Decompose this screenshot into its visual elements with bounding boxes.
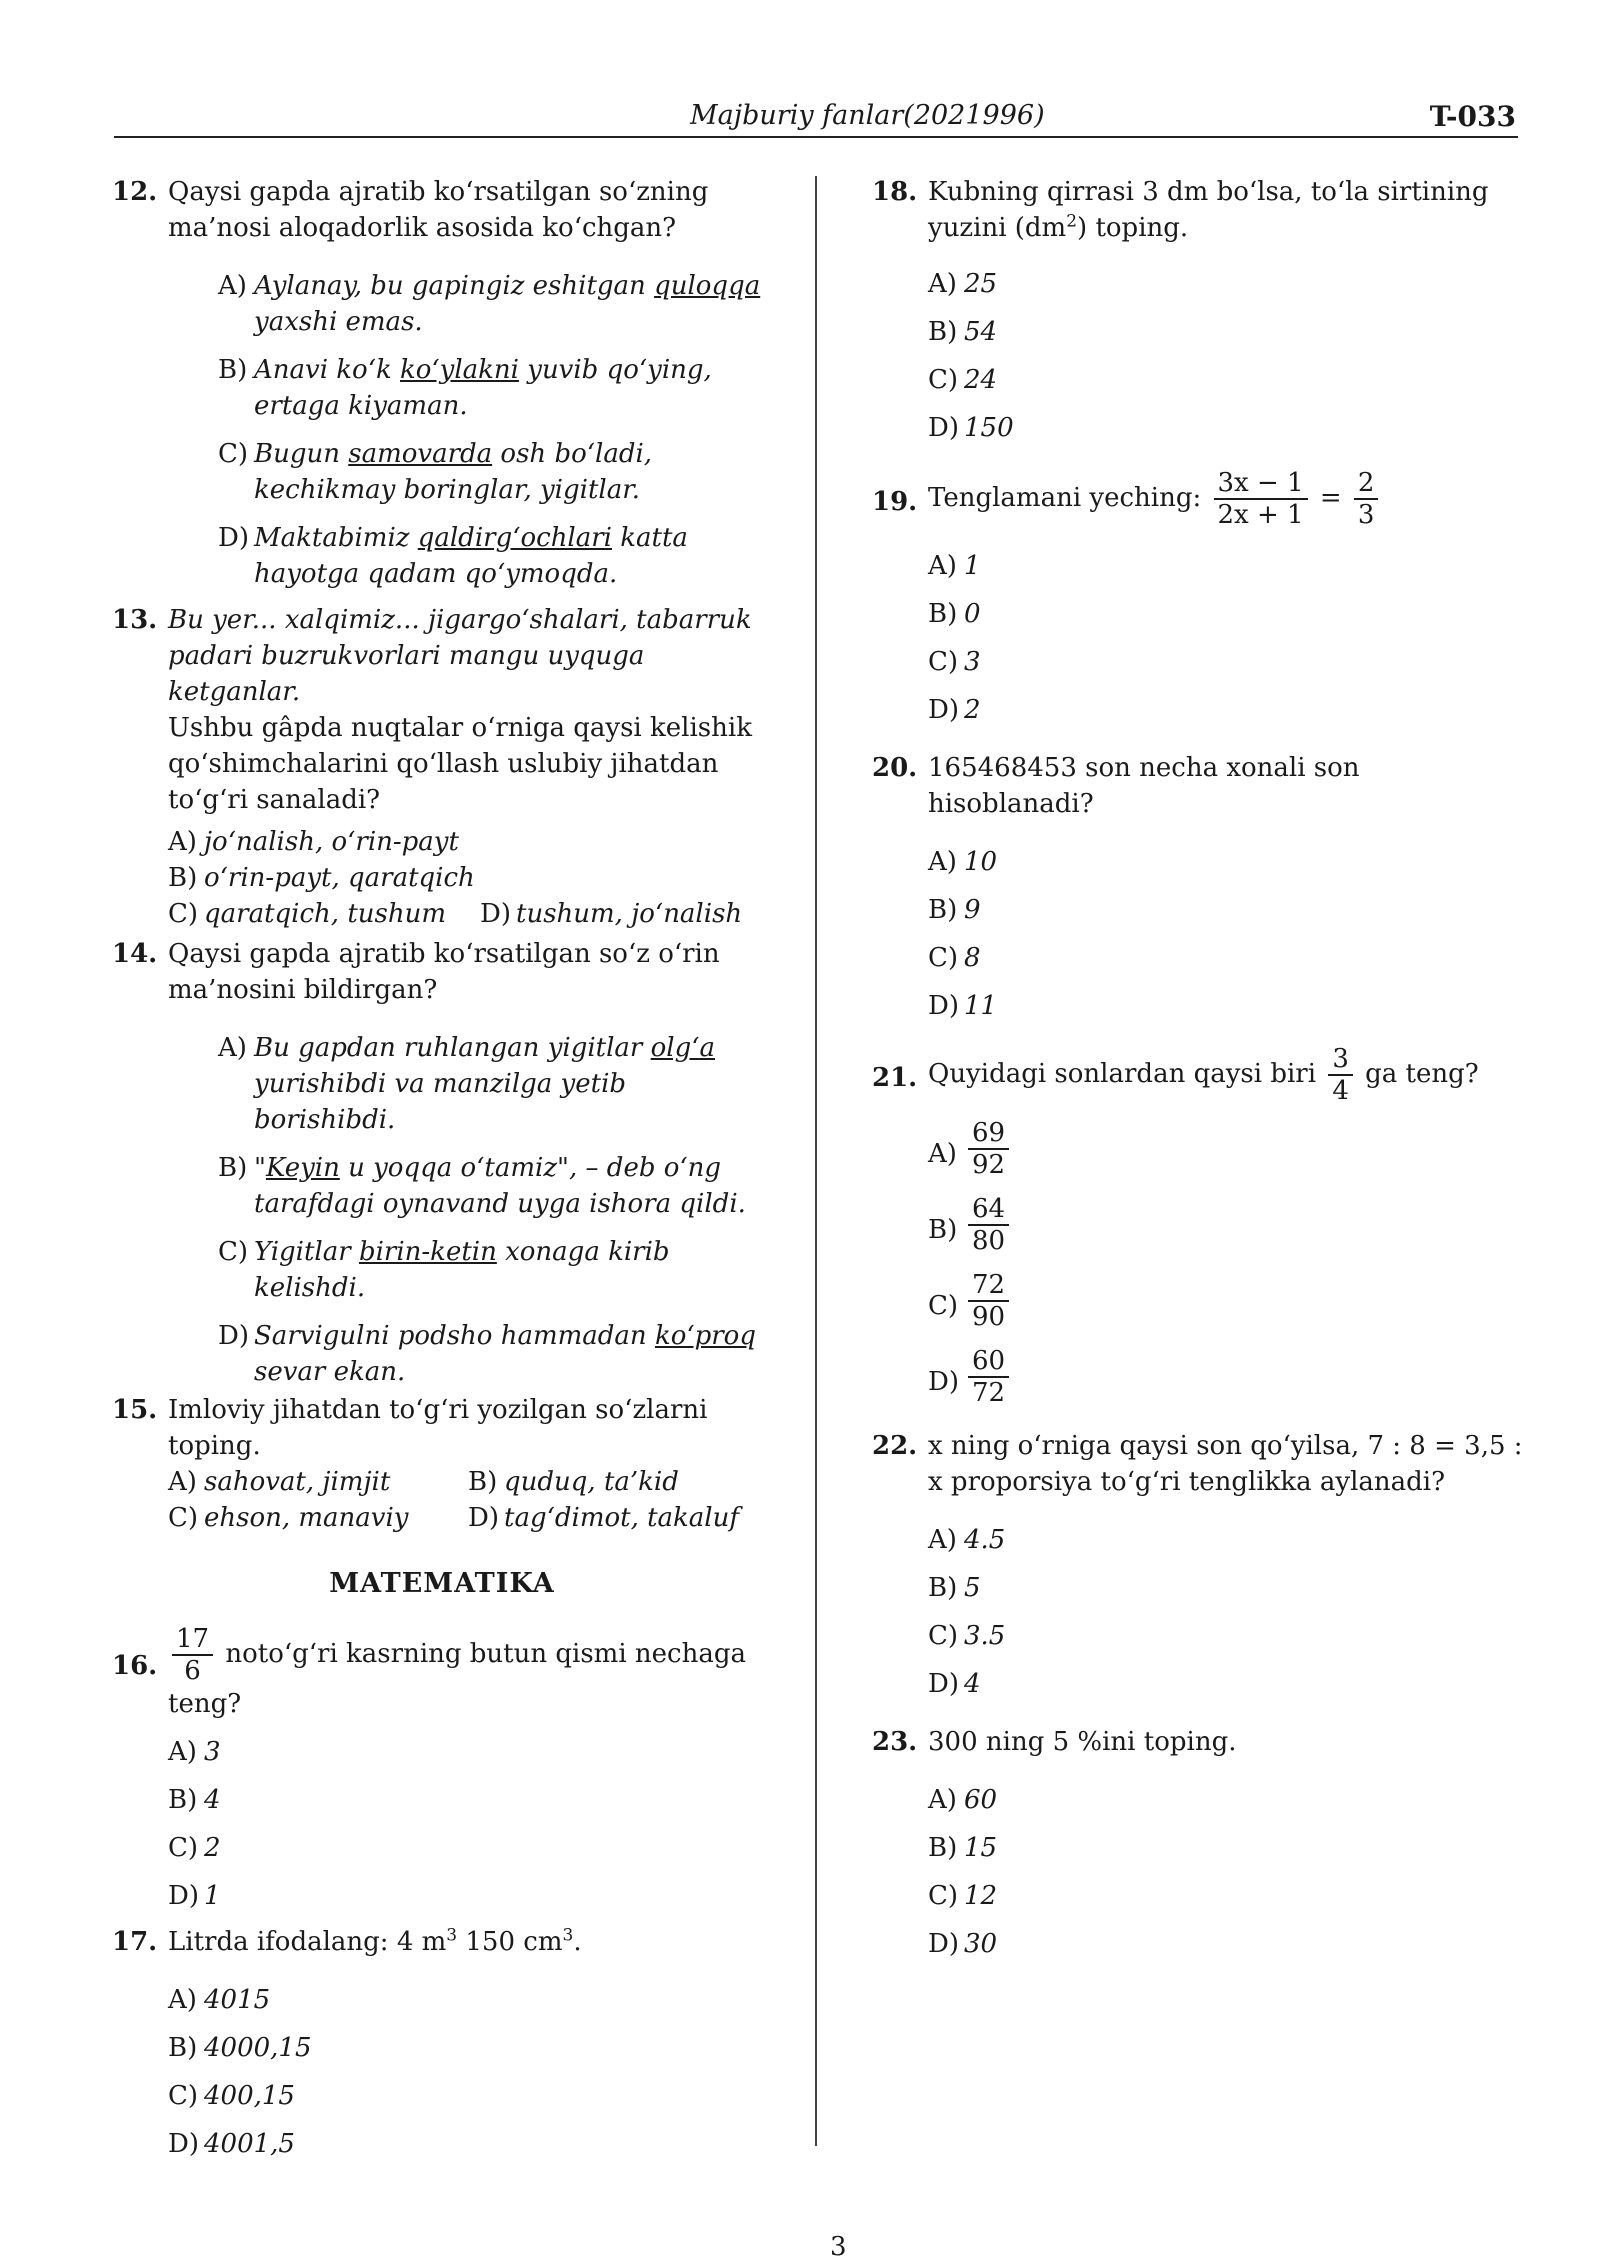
question-text: Qaysi gapda ajratib ko‘rsatilgan so‘z o‘rin ma’nosini bildirgan? [168, 939, 720, 1005]
option-b[interactable]: B) quduq, ta’kid [468, 1467, 679, 1497]
option-a[interactable]: A) $\frac{69}{92}$ [928, 1118, 1532, 1180]
option-d[interactable]: D) $\frac{60}{72}$ [928, 1346, 1532, 1408]
option-d[interactable]: D) 30 [928, 1929, 998, 1959]
question-number: 19. [872, 487, 918, 517]
question-text: 165468453 son necha xonali son hisoblanadi? [928, 753, 1360, 819]
question-number: 14. [112, 939, 158, 969]
option-b[interactable]: B) 4 [168, 1785, 221, 1815]
column-divider [815, 176, 817, 2146]
header-subject: Majburiy fanlar(2021996) [690, 100, 1045, 131]
question-22 [872, 1428, 1532, 1702]
option-b[interactable]: B) 54 [928, 317, 998, 347]
option-b[interactable]: B) 4000,15 [168, 2033, 312, 2063]
fraction-left: $\frac{3x - 1}{2x + 1}$ [1214, 468, 1308, 530]
option-b[interactable]: B) "Keyin u yoqqa o‘tamiz", – deb o‘ng tarafdagi oynavand uyga ishora qildi. [218, 1153, 746, 1219]
question-23 [872, 1724, 1532, 1962]
question-18 [872, 174, 1532, 446]
option-a[interactable]: A) Aylanay, bu gapingiz eshitgan quloqqa yaxshi emas. [218, 271, 761, 337]
option-c[interactable]: C) $\frac{72}{90}$ [928, 1270, 1532, 1332]
option-a[interactable]: A) 4.5 [928, 1525, 1006, 1555]
question-number: 22. [872, 1431, 918, 1461]
question-number: 13. [112, 605, 158, 635]
section-title: MATEMATIKA [329, 1568, 555, 1599]
header-rule [114, 136, 1518, 138]
question-text: Ushbu gâpda nuqtalar o‘rniga qaysi kelishik qo‘shimchalarini qo‘llash uslubiy jihatdan to‘g‘ri sanaladi? [168, 713, 752, 815]
question-number: 18. [872, 177, 918, 207]
option-a[interactable]: A) sahovat, jimjit [168, 1467, 391, 1497]
option-b[interactable]: B) o‘rin-payt, qaratqich [168, 863, 475, 893]
question-text: 300 ning 5 %ini toping. [928, 1727, 1237, 1757]
option-c[interactable]: C) 3 [928, 647, 981, 677]
page-number: 3 [830, 2232, 847, 2262]
option-b[interactable]: B) $\frac{64}{80}$ [928, 1194, 1532, 1256]
option-d[interactable]: D) Sarvigulni podsho hammadan ko‘proq sevar ekan. [218, 1321, 756, 1387]
question-number: 15. [112, 1395, 158, 1425]
option-c[interactable]: C) 12 [928, 1881, 998, 1911]
option-b[interactable]: B) 15 [928, 1833, 998, 1863]
question-14 [112, 936, 772, 1390]
option-c[interactable]: C) qaratqich, tushum [168, 899, 446, 929]
header-code: T-033 [1429, 100, 1516, 133]
option-d[interactable]: D) tushum, jo‘nalish [480, 899, 743, 929]
question-text: $\frac{17}{6}$ noto‘g‘ri kasrning butun qismi nechaga teng? [168, 1624, 746, 1719]
question-17 [112, 1924, 772, 2162]
option-a[interactable]: A) 4015 [168, 1985, 271, 2015]
question-number: 17. [112, 1927, 158, 1957]
option-a[interactable]: A) jo‘nalish, o‘rin-payt [168, 827, 459, 857]
question-number: 23. [872, 1727, 918, 1757]
option-d[interactable]: D) 2 [928, 695, 981, 725]
question-text: Litrda ifodalang: 4 $m^3$ 150 $cm^3$. [168, 1925, 582, 1957]
option-b[interactable]: B) 5 [928, 1573, 981, 1603]
question-text: x ning o‘rniga qaysi son qo‘yilsa, 7 : 8 = 3,5 : x proporsiya to‘g‘ri tenglikka aylanadi? [928, 1431, 1523, 1497]
option-c[interactable]: C) 8 [928, 943, 981, 973]
option-a[interactable]: A) 1 [928, 551, 981, 581]
fraction: $\frac{17}{6}$ [172, 1624, 213, 1686]
option-b[interactable]: B) 9 [928, 895, 981, 925]
option-c[interactable]: C) Bugun samovarda osh bo‘ladi, kechikmay boringlar, yigitlar. [218, 439, 653, 505]
question-number: 21. [872, 1063, 918, 1093]
option-d[interactable]: D) 4001,5 [168, 2129, 295, 2159]
option-c[interactable]: C) 24 [928, 365, 998, 395]
question-16 [112, 1624, 772, 1914]
option-a[interactable]: A) 3 [168, 1737, 221, 1767]
option-a[interactable]: A) 25 [928, 269, 998, 299]
option-c[interactable]: C) ehson, manaviy [168, 1503, 409, 1533]
option-c[interactable]: C) 3.5 [928, 1621, 1006, 1651]
question-quote: Bu yer... xalqimiz... jigargo‘shalari, tabarruk padari buzrukvorlari mangu uyquga ketganlar. [168, 605, 752, 707]
question-number: 20. [872, 753, 918, 783]
question-20 [872, 750, 1532, 1024]
question-text: Tenglamani yeching: $\frac{3x - 1}{2x + 1}$ = $\frac{2}{3}$ [928, 468, 1532, 530]
option-a[interactable]: A) 60 [928, 1785, 998, 1815]
option-d[interactable]: D) tag‘dimot, takaluf [468, 1503, 739, 1533]
question-text: Quyidagi sonlardan qaysi biri $\frac{3}{4}$ ga teng? [928, 1044, 1479, 1106]
option-d[interactable]: D) Maktabimiz qaldirg‘ochlari katta hayotga qadam qo‘ymoqda. [218, 523, 688, 589]
fraction: $\frac{3}{4}$ [1328, 1044, 1353, 1106]
question-12 [112, 174, 772, 592]
option-a[interactable]: A) Bu gapdan ruhlangan yigitlar olg‘a yurishibdi va manzilga yetib borishibdi. [218, 1033, 716, 1135]
right-column [872, 174, 1532, 1962]
left-column [112, 174, 772, 2162]
option-b[interactable]: B) Anavi ko‘k ko‘ylakni yuvib qo‘ying, ertaga kiyaman. [218, 355, 712, 421]
option-d[interactable]: D) 4 [928, 1669, 981, 1699]
option-d[interactable]: D) 11 [928, 991, 998, 1021]
option-a[interactable]: A) 10 [928, 847, 998, 877]
question-21 [872, 1044, 1532, 1408]
question-number: 16. [112, 1651, 158, 1681]
option-d[interactable]: D) 150 [928, 413, 1014, 443]
fraction-right: $\frac{2}{3}$ [1354, 468, 1379, 530]
option-c[interactable]: C) Yigitlar birin-ketin xonaga kirib kelishdi. [218, 1237, 670, 1303]
question-text: Imloviy jihatdan to‘g‘ri yozilgan so‘zlarni toping. [168, 1395, 708, 1461]
question-number: 12. [112, 177, 158, 207]
option-c[interactable]: C) 2 [168, 1833, 221, 1863]
option-d[interactable]: D) 1 [168, 1881, 221, 1911]
question-text: Kubning qirrasi 3 dm bo‘lsa, to‘la sirtining yuzini $(dm^2)$ toping. [928, 177, 1489, 243]
question-15 [112, 1392, 772, 1536]
question-13 [112, 602, 772, 932]
option-c[interactable]: C) 400,15 [168, 2081, 295, 2111]
question-19 [872, 468, 1532, 728]
question-text: Qaysi gapda ajratib ko‘rsatilgan so‘zning ma’nosi aloqadorlik asosida ko‘chgan? [168, 177, 709, 243]
option-b[interactable]: B) 0 [928, 599, 981, 629]
